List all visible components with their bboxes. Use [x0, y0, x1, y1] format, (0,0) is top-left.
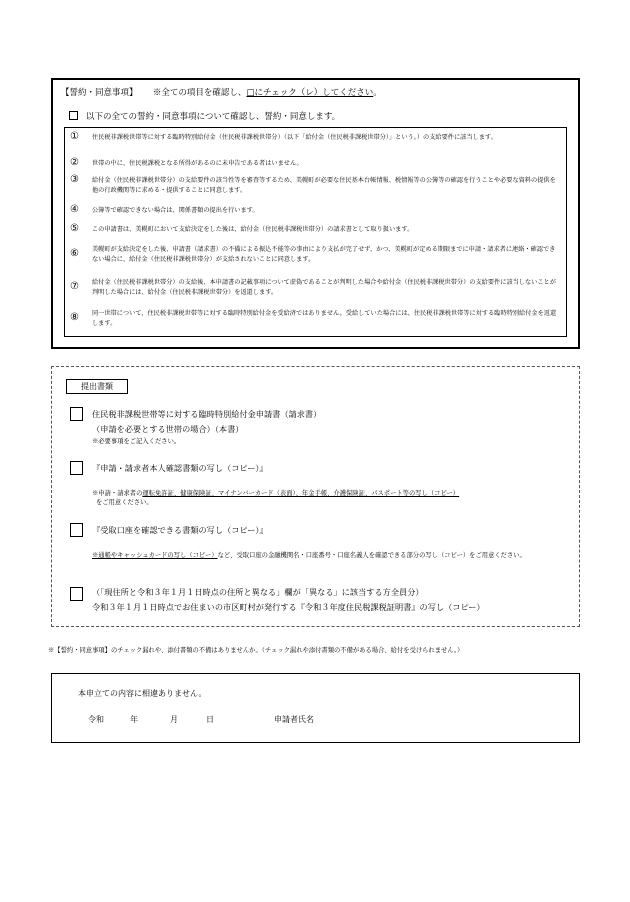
bank-note-rest: など、受取口座の金融機関名・口座番号・口座名義人を確認できる部分の写し（コピー）をご用意ください。 — [217, 552, 526, 559]
pledge-heading — [61, 86, 382, 98]
pledge-instruction-underlined: □にチェック（レ）してください — [246, 88, 374, 98]
item-number: ⑤ — [70, 223, 79, 234]
day-label: 日 — [206, 715, 214, 724]
pledge-items-list — [64, 127, 567, 337]
tax-certificate-checkbox[interactable] — [70, 587, 83, 601]
tax-certificate-line1: （「現住所と令和３年１月１日時点の住所と異なる」欄が「異なる」に該当する方全員分） — [92, 587, 424, 597]
identity-title: 『申請・請求者本人確認書類の写し（コピー）』 — [92, 463, 268, 473]
item-text: この申請書は、美幌町において支給決定をした後は、給付金（住民税非課税世帯分）の請求書として取り扱います。 — [92, 226, 414, 233]
item-number: ⑦ — [70, 281, 79, 292]
item-number: ④ — [70, 204, 79, 215]
confirmation-statement: 本申立ての内容に相違ありません。 — [78, 689, 207, 698]
identity-note-prefix: ※申請・請求者の — [92, 490, 143, 497]
item-number: ⑧ — [70, 312, 79, 323]
documents-label: 提出書類 — [66, 379, 128, 394]
bank-note-underlined: ※通帳やキャッシュカードの写し（コピー） — [92, 552, 218, 559]
tax-certificate-line2: 令和３年１月１日時点でお住まいの市区町村が発行する『令和３年度住民税課税証明書』の写し（コピー） — [92, 602, 485, 612]
applicant-name-label: 申請者氏名 — [274, 715, 314, 724]
bank-note — [92, 551, 562, 560]
checklist-footnote: ※【誓約・同意事項】のチェック漏れや、添付書類の不備はありませんか。（チェック漏れや添付書類の不備がある場合、給付を受けられません。） — [48, 647, 464, 654]
pledge-instruction-suffix: 。 — [373, 88, 382, 98]
bank-title: 『受取口座を確認できる書類の写し（コピー）』 — [92, 525, 268, 535]
item-text: 住民税非課税世帯等に対する臨時特別給付金（住民税非課税世帯分）（以下「給付金（住民税非課税世帯分）」という。）の支給要件に該当します。 — [92, 134, 497, 141]
item-number: ① — [70, 131, 79, 142]
pledge-instruction-prefix: ※全ての項目を確認し、 — [152, 88, 247, 98]
item-number: ② — [70, 157, 79, 168]
confirmation-section — [51, 673, 580, 743]
month-label: 月 — [170, 715, 178, 724]
item-text: 公簿等で確認できない場合は、関係書類の提出を行います。 — [92, 207, 259, 214]
agree-all-checkbox[interactable] — [69, 111, 78, 120]
documents-section — [51, 366, 580, 627]
application-line1: 住民税非課税世帯等に対する臨時特別給付金申請書（請求書） — [92, 409, 322, 419]
item-text: 美幌町が支給決定をした後、申請書（請求書）の不備による振込不能等の事由により支払が完了せず、かつ、美幌町が定める期限までに申請・請求者に連絡・確認できない場合に、給付金（住民税非課税世帯分）が支給されないことに同意します。 — [92, 246, 556, 263]
identity-checkbox[interactable] — [70, 461, 83, 475]
item-text: 世帯の中に、住民税課税となる所得があるのに未申告である者はいません。 — [92, 160, 303, 167]
application-note: ※必要事項をご記入ください。 — [92, 438, 181, 445]
identity-note-list: 運転免許証、健康保険証、マイナンバーカード（表面）、年金手帳、介護保険証、パスポート等の写し（コピー） — [142, 490, 460, 497]
item-number: ⑥ — [70, 248, 79, 259]
agree-all-label: 以下の全ての誓約・同意事項について確認し、誓約・同意します。 — [86, 112, 341, 122]
agree-all-row[interactable] — [69, 110, 340, 122]
item-text: 同一世帯について、住民税非課税世帯等に対する臨時特別給付金を受給済ではありません。受給していた場合には、住民税非課税世帯等に対する臨時特別給付金を返還します。 — [92, 310, 557, 327]
era-label: 令和 — [88, 715, 104, 724]
pledge-section — [51, 78, 580, 349]
item-text: 給付金（住民税非課税世帯分）の支給要件の該当性等を審査等するため、美幌町が必要な住民基本台帳情報、税情報等の公簿等の確認を行うことや必要な資料の提供を他の行政機関等に求める・提供することに同意します。 — [92, 177, 556, 194]
application-line2: （申請を必要とする世帯の場合）（本書） — [92, 424, 244, 434]
application-checkbox[interactable] — [70, 407, 83, 421]
identity-note — [92, 489, 562, 507]
item-number: ③ — [70, 174, 79, 185]
year-label: 年 — [130, 715, 138, 724]
item-text: 給付金（住民税非課税世帯分）の支給後、本申請書の記載事項について虚偽であることが判明した場合や給付金（住民税非課税世帯分）の支給要件に該当しないことが判明した場合には、給付金（住民税非課税世帯分）を返還します。 — [92, 279, 556, 296]
pledge-title: 【誓約・同意事項】 — [61, 88, 138, 98]
bank-checkbox[interactable] — [70, 523, 83, 537]
identity-note-suffix: をご用意ください。 — [96, 499, 153, 506]
